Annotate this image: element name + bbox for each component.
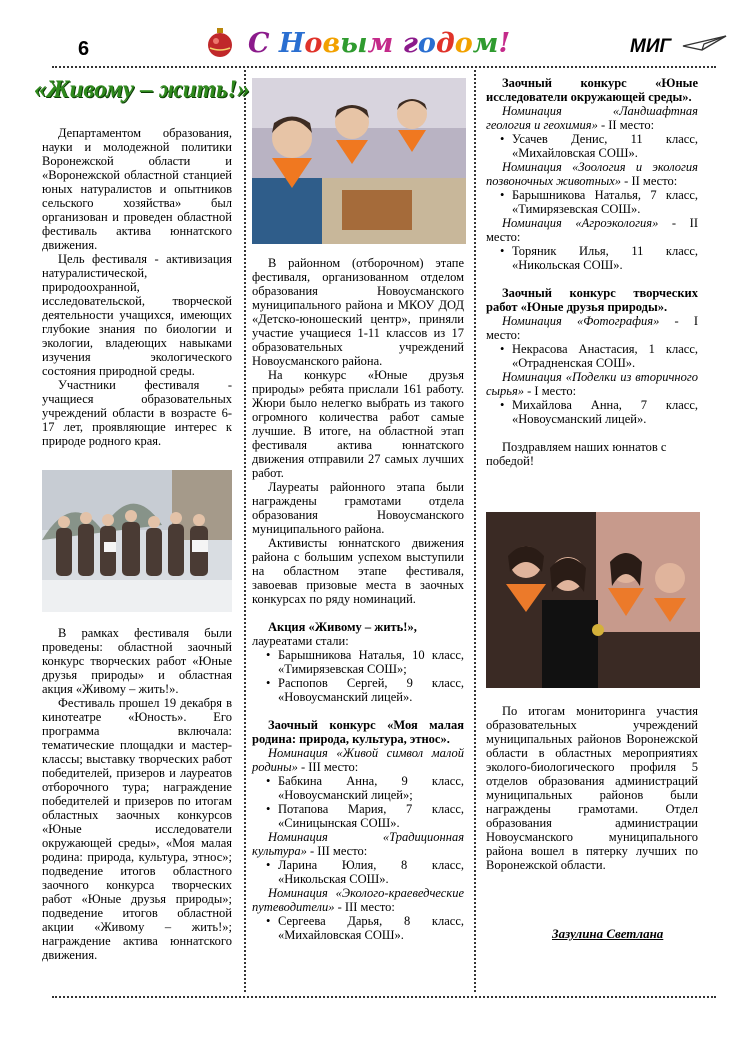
- place-label: - II место:: [486, 216, 698, 244]
- bottom-rule: [52, 996, 716, 998]
- district-stage-paragraph: В районном (отборочном) этапе фестиваля, организованном отделом образования Новоусманского муниципального района и МКОУ ДОД «Детско-юношеский центр», приняли участие учащиеся 1-11 классов из 17 образовательных учреждений Новоусманского района.: [252, 256, 464, 368]
- paper-plane-icon: [682, 34, 728, 54]
- nomination-label: Номинация «Ландшафтная геология и геохимия»: [486, 104, 698, 132]
- laureates-paragraph: Лауреаты районного этапа были награждены грамотами отдела образования Новоусманского муниципального района.: [252, 480, 464, 536]
- column-3-top: [486, 76, 698, 468]
- list-item: • Бабкина Анна, 9 класс, «Новоусманский лицей»;: [252, 774, 464, 802]
- list-item: • Барышникова Наталья, 7 класс, «Тимирязевская СОШ».: [486, 188, 698, 216]
- award-ceremony-photo: [486, 512, 700, 688]
- list-item: • Сергеева Дарья, 8 класс, «Михайловская СОШ».: [252, 914, 464, 942]
- column-divider-2: [474, 70, 476, 992]
- top-rule: [52, 66, 716, 68]
- list-item: • Потапова Мария, 7 класс, «Синицынская СОШ».: [252, 802, 464, 830]
- article-title: «Живому – жить!»: [34, 76, 250, 103]
- column-divider-1: [244, 70, 246, 992]
- page-number: 6: [78, 38, 90, 60]
- akcia-heading: Акция «Живому – жить!»,: [268, 620, 417, 634]
- place-label: - I место:: [486, 314, 698, 342]
- nomination-label: Номинация «Эколого-краеведческие путеводители»: [252, 886, 464, 914]
- place-label: - II место:: [597, 118, 655, 132]
- new-year-banner: С Новым годом!: [248, 28, 511, 59]
- newspaper-logo: МИГ: [630, 36, 672, 57]
- nomination-label: Номинация «Зоология и экология позвоночных животных»: [486, 160, 698, 188]
- nomination-label: Номинация «Поделки из вторичного сырья»: [486, 370, 698, 398]
- researchers-contest-heading: Заочный конкурс «Юные исследователи окружающей среды».: [486, 76, 698, 104]
- activists-paragraph: Активисты юннатского движения района с большим успехом выступили на областном этапе фестиваля, завоевав призовые места в заочных конкурсах по ряду номинаций.: [252, 536, 464, 606]
- goal-paragraph: Цель фестиваля - активизация натуралистической, природоохранной, исследовательской, творческой деятельности учащихся, имеющих глубокие знания по биологии и экологии, владеющих навыками изучения экологического состояния природной среды.: [42, 252, 232, 378]
- nomination-label: Номинация «Традиционная культура»: [252, 830, 464, 858]
- workshop-photo: [252, 78, 466, 244]
- place-label: - I место:: [524, 384, 577, 398]
- friends-contest-heading: Заочный конкурс творческих работ «Юные друзья природы».: [486, 286, 698, 314]
- festival-scope-paragraph: В рамках фестиваля были проведены: областной заочный конкурс творческих работ «Юные друзья природы» и областная акция «Живому – жить!».: [42, 626, 232, 696]
- nomination-label: Номинация «Фотография»: [502, 314, 660, 328]
- group-photo: [42, 470, 232, 612]
- festival-program-paragraph: Фестиваль прошел 19 декабря в кинотеатре «Юность». Его программа включала: тематические площадки и мастер-классы; выставку творческих работ победителей, призеров и лауреатов отборочного тура; награждение победителей и призеров по итогам областных заочных конкурсов «Юные исследователи окружающей среды», «Моя малая родина: природа, культура, этнос»; подведение итогов областного заочного конкурса творческих работ «Юные друзья природы»; подведение итогов областной акции «Живому – жить!»; награждение актива юннатского движения.: [42, 696, 232, 962]
- list-item: • Михайлова Анна, 7 класс, «Новоусманский лицей».: [486, 398, 698, 426]
- list-item: • Распопов Сергей, 9 класс, «Новоусманский лицей».: [252, 676, 464, 704]
- christmas-ornament-icon: [205, 26, 235, 58]
- column-1-bottom: [42, 626, 232, 962]
- congratulations-text: Поздравляем наших юннатов с победой!: [486, 440, 667, 468]
- place-label: - III место:: [306, 844, 368, 858]
- nomination-label: Номинация «Живой символ малой родины»: [252, 746, 464, 774]
- nomination-label: Номинация «Агроэкология»: [502, 216, 659, 230]
- monitoring-paragraph: По итогам мониторинга участия образовательных учреждений муниципальных районов Воронежской области в областных мероприятиях эколого-биологического профиля 5 отделов образования администраций муниципальных районов были награждены грамотами. Отдел образования администрации Новоусманского муниципального района вошел в пятерку лучших по Воронежской области.: [486, 704, 698, 872]
- konkurs-heading: Заочный конкурс «Моя малая родина: природа, культура, этнос».: [252, 718, 464, 746]
- list-item: • Ларина Юлия, 8 класс, «Никольская СОШ».: [252, 858, 464, 886]
- place-label: - III место:: [297, 760, 359, 774]
- list-item: • Барышникова Наталья, 10 класс, «Тимирязевская СОШ»;: [252, 648, 464, 676]
- contest-works-paragraph: На конкурс «Юные друзья природы» ребята прислали 161 работу. Жюри было нелегко выбрать из такого огромного количества работ самые лучшие. В итоге, на областной этап фестиваля актива юннатского движения отправили 27 самых лучших работ.: [252, 368, 464, 480]
- column-3-bottom: [486, 704, 698, 872]
- intro-paragraph: Департаментом образования, науки и молодежной политики Воронежской области и «Воронежской областной станцией юных натуралистов и опытников сельского хозяйства» был организован и проведен областной фестиваль актива юннатского движения.: [42, 126, 232, 252]
- author-signature: Зазулина Светлана: [552, 926, 664, 941]
- column-1-top: [42, 126, 232, 448]
- place-label: - III место:: [334, 900, 395, 914]
- place-label: - II место:: [621, 174, 678, 188]
- participants-paragraph: Участники фестиваля - учащиеся образовательных учреждений области в возрасте 6-17 лет, проявляющие интерес к природе родного края.: [42, 378, 232, 448]
- akcia-subheading: лауреатами стали:: [252, 634, 349, 648]
- list-item: • Усачев Денис, 11 класс, «Михайловская СОШ».: [486, 132, 698, 160]
- list-item: • Некрасова Анастасия, 1 класс, «Отрадненская СОШ».: [486, 342, 698, 370]
- column-2: [252, 256, 464, 942]
- list-item: • Торяник Илья, 11 класс, «Никольская СОШ».: [486, 244, 698, 272]
